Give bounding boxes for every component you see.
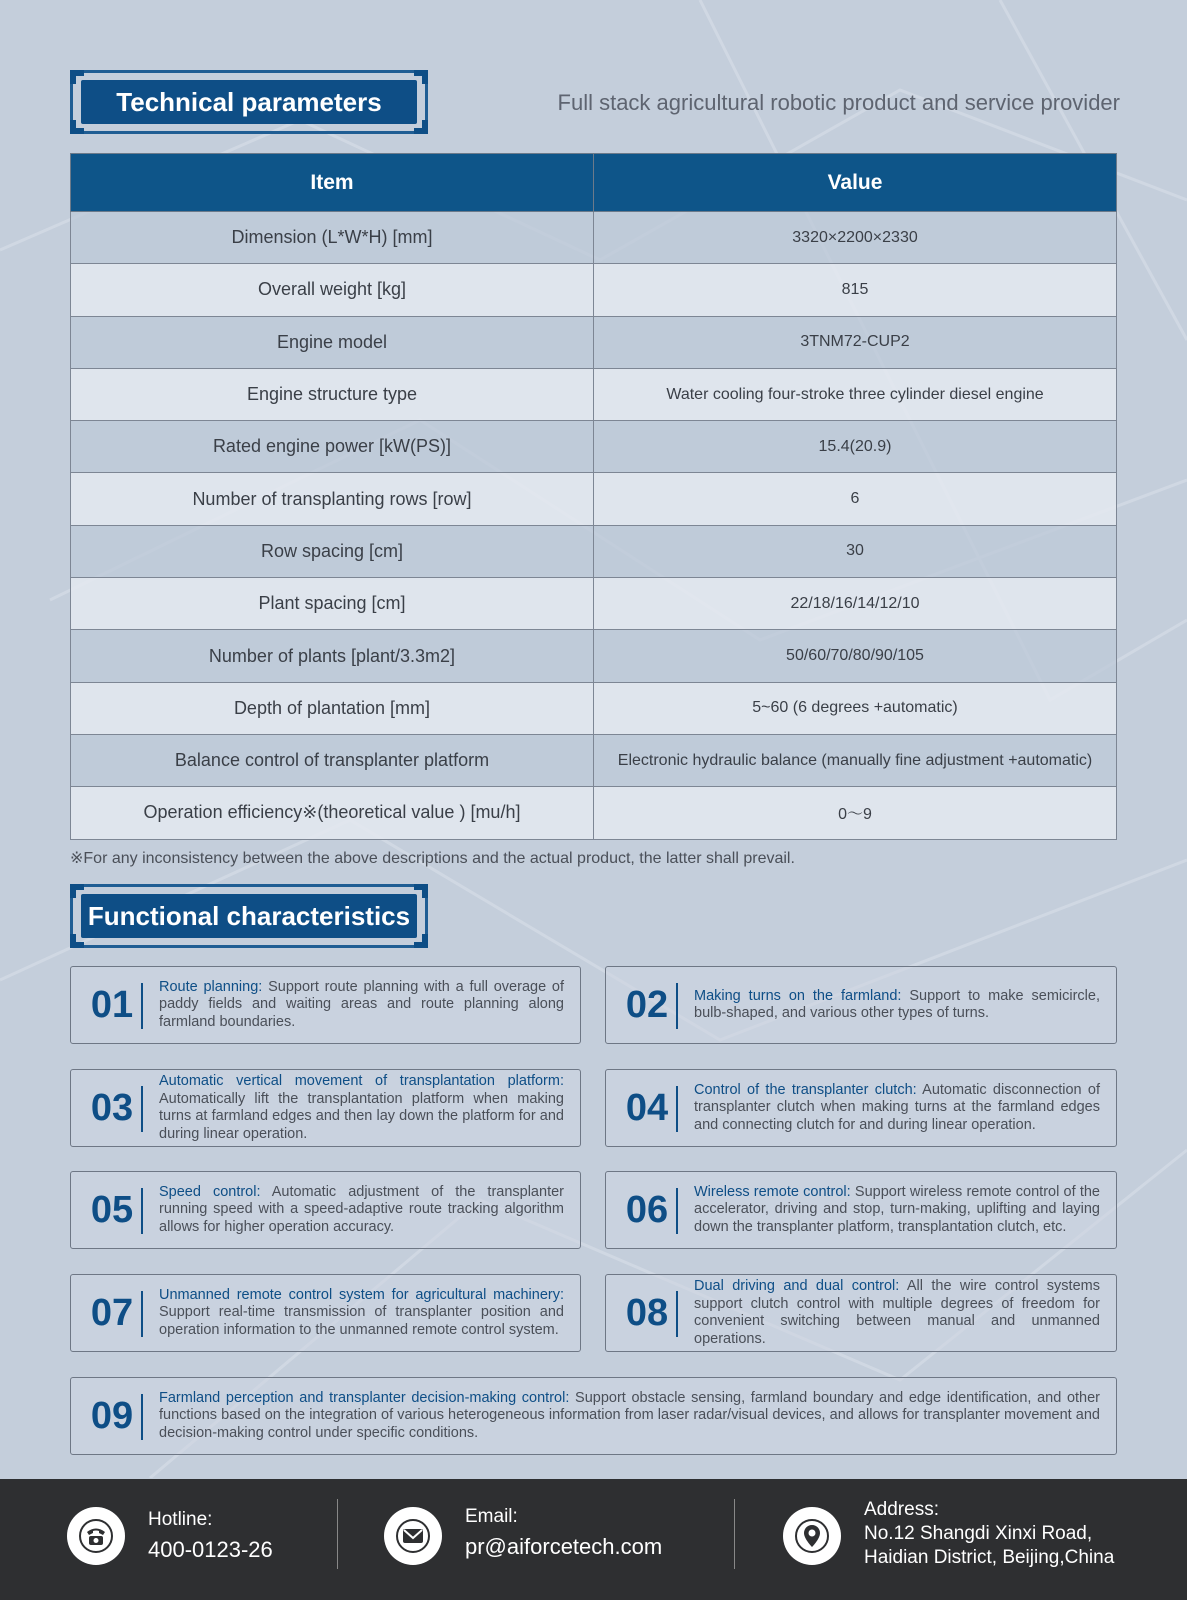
feature-key: Farmland perception and transplanter decision-making control: [159, 1389, 570, 1406]
table-row [71, 578, 1117, 630]
row-item: Number of plants [plant/3.3m2] [71, 630, 594, 682]
feature-key: Dual driving and dual control: [694, 1278, 900, 1294]
parameters-table [70, 153, 1117, 840]
feature-card-08 [605, 1274, 1117, 1352]
feature-card-05 [70, 1171, 581, 1249]
row-item: Engine structure type [71, 368, 594, 420]
row-item: Rated engine power [kW(PS)] [71, 421, 594, 473]
disclaimer-note: ※For any inconsistency between the above descriptions and the actual product, the latter shall prevail. [70, 850, 795, 867]
feature-key: Automatic vertical movement of transplantation platform: [159, 1073, 564, 1089]
feature-number: 04 [625, 1086, 669, 1129]
table-row [71, 421, 1117, 473]
contact-footer [0, 1479, 1187, 1600]
feature-number: 05 [90, 1188, 134, 1231]
email-value[interactable]: pr@aiforcetech.com [465, 1534, 663, 1559]
section-title: Technical parameters [81, 80, 417, 124]
feature-card-03 [70, 1069, 581, 1147]
feature-number: 01 [90, 983, 134, 1026]
phone-icon [67, 1507, 125, 1565]
feature-key: Making turns on the farmland: [694, 987, 902, 1004]
row-item: Depth of plantation [mm] [71, 682, 594, 734]
feature-key: Route planning: [159, 978, 263, 995]
row-value: 3320×2200×2330 [594, 212, 1117, 264]
table-row [71, 212, 1117, 264]
address-label: Address: [864, 1499, 939, 1520]
row-value: 6 [594, 473, 1117, 525]
table-row [71, 734, 1117, 786]
section-title: Functional characteristics [81, 894, 417, 938]
feature-number: 08 [625, 1291, 669, 1334]
row-value: 15.4(20.9) [594, 421, 1117, 473]
row-item: Balance control of transplanter platform [71, 734, 594, 786]
feature-text: Automatic disconnection of transplanter clutch when making turns at the farmland edges and connecting clutch for and during linear operation. [694, 1081, 1100, 1133]
address-line-2: Haidian District, Beijing,China [864, 1547, 1115, 1568]
column-header-item: Item [71, 154, 594, 212]
address-line-1: No.12 Shangdi Xinxi Road, [864, 1523, 1093, 1544]
feature-number: 07 [90, 1291, 134, 1334]
table-row [71, 264, 1117, 316]
feature-card-07 [70, 1274, 581, 1352]
tagline: Full stack agricultural robotic product and service provider [557, 90, 1120, 115]
row-item: Plant spacing [cm] [71, 578, 594, 630]
row-value: Electronic hydraulic balance (manually fine adjustment +automatic) [594, 734, 1117, 786]
row-value: 30 [594, 525, 1117, 577]
row-item: Engine model [71, 316, 594, 368]
row-item: Number of transplanting rows [row] [71, 473, 594, 525]
feature-number: 02 [625, 983, 669, 1026]
feature-text: Support obstacle sensing, farmland boundary and edge identification, and other functions based on the integration of various heterogeneous information from laser radar/visual devices, and allows for transplanter movement and decision-making control under specific conditions. [159, 1389, 1100, 1441]
row-value: Water cooling four-stroke three cylinder diesel engine [594, 368, 1117, 420]
feature-card-01 [70, 966, 581, 1044]
hotline-value[interactable]: 400-0123-26 [148, 1537, 273, 1562]
feature-card-09 [70, 1377, 1117, 1455]
feature-text: Support to make semicircle, bulb-shaped, and various other types of turns. [694, 987, 1100, 1021]
feature-key: Unmanned remote control system for agricultural machinery: [159, 1286, 564, 1303]
row-item: Overall weight [kg] [71, 264, 594, 316]
feature-text: Automatically lift the transplantation platform when making turns at farmland edges and then lay down the platform for and during linear operation. [159, 1090, 564, 1142]
feature-number: 03 [90, 1086, 134, 1129]
row-value: 0〜9 [594, 787, 1117, 839]
feature-text: Support route planning with a full overage of paddy fields and waiting areas and route planning along farmland boundaries. [159, 978, 565, 1030]
feature-key: Speed control: [159, 1183, 261, 1200]
table-row [71, 630, 1117, 682]
feature-card-02 [605, 966, 1117, 1044]
table-row [71, 525, 1117, 577]
feature-key: Control of the transplanter clutch: [694, 1081, 917, 1098]
feature-number: 06 [625, 1188, 669, 1231]
row-item: Dimension (L*W*H) [mm] [71, 212, 594, 264]
table-row [71, 682, 1117, 734]
table-row [71, 316, 1117, 368]
feature-text: Automatic adjustment of the transplanter running speed with a speed-adaptive route tracking algorithm allows for higher operation accuracy. [159, 1183, 564, 1235]
row-value: 22/18/16/14/12/10 [594, 578, 1117, 630]
feature-card-04 [605, 1069, 1117, 1147]
functional-characteristics-tag [70, 884, 428, 948]
row-value: 3TNM72-CUP2 [594, 316, 1117, 368]
row-value: 5~60 (6 degrees +automatic) [594, 682, 1117, 734]
technical-parameters-tag [70, 70, 428, 134]
column-header-value: Value [594, 154, 1117, 212]
table-row [71, 787, 1117, 839]
location-pin-icon [783, 1507, 841, 1565]
feature-number: 09 [90, 1394, 134, 1437]
feature-text: All the wire control systems support clutch control with multiple degrees of freedom for convenient switching between manual and unmanned operations. [694, 1278, 1100, 1347]
table-row [71, 368, 1117, 420]
row-item: Row spacing [cm] [71, 525, 594, 577]
email-label: Email: [465, 1506, 518, 1527]
feature-key: Wireless remote control: [694, 1183, 851, 1200]
row-item: Operation efficiency※(theoretical value ) [mu/h] [71, 787, 594, 839]
hotline-label: Hotline: [148, 1509, 213, 1530]
row-value: 815 [594, 264, 1117, 316]
feature-card-06 [605, 1171, 1117, 1249]
table-row [71, 473, 1117, 525]
row-value: 50/60/70/80/90/105 [594, 630, 1117, 682]
feature-text: Support wireless remote control of the accelerator, driving and stop, turn-making, uplifting and laying down the transplanter platform, transplantation clutch, etc. [694, 1183, 1100, 1235]
mail-icon [384, 1507, 442, 1565]
feature-text: Support real-time transmission of transplanter position and operation information to the unmanned remote control system. [159, 1304, 564, 1338]
